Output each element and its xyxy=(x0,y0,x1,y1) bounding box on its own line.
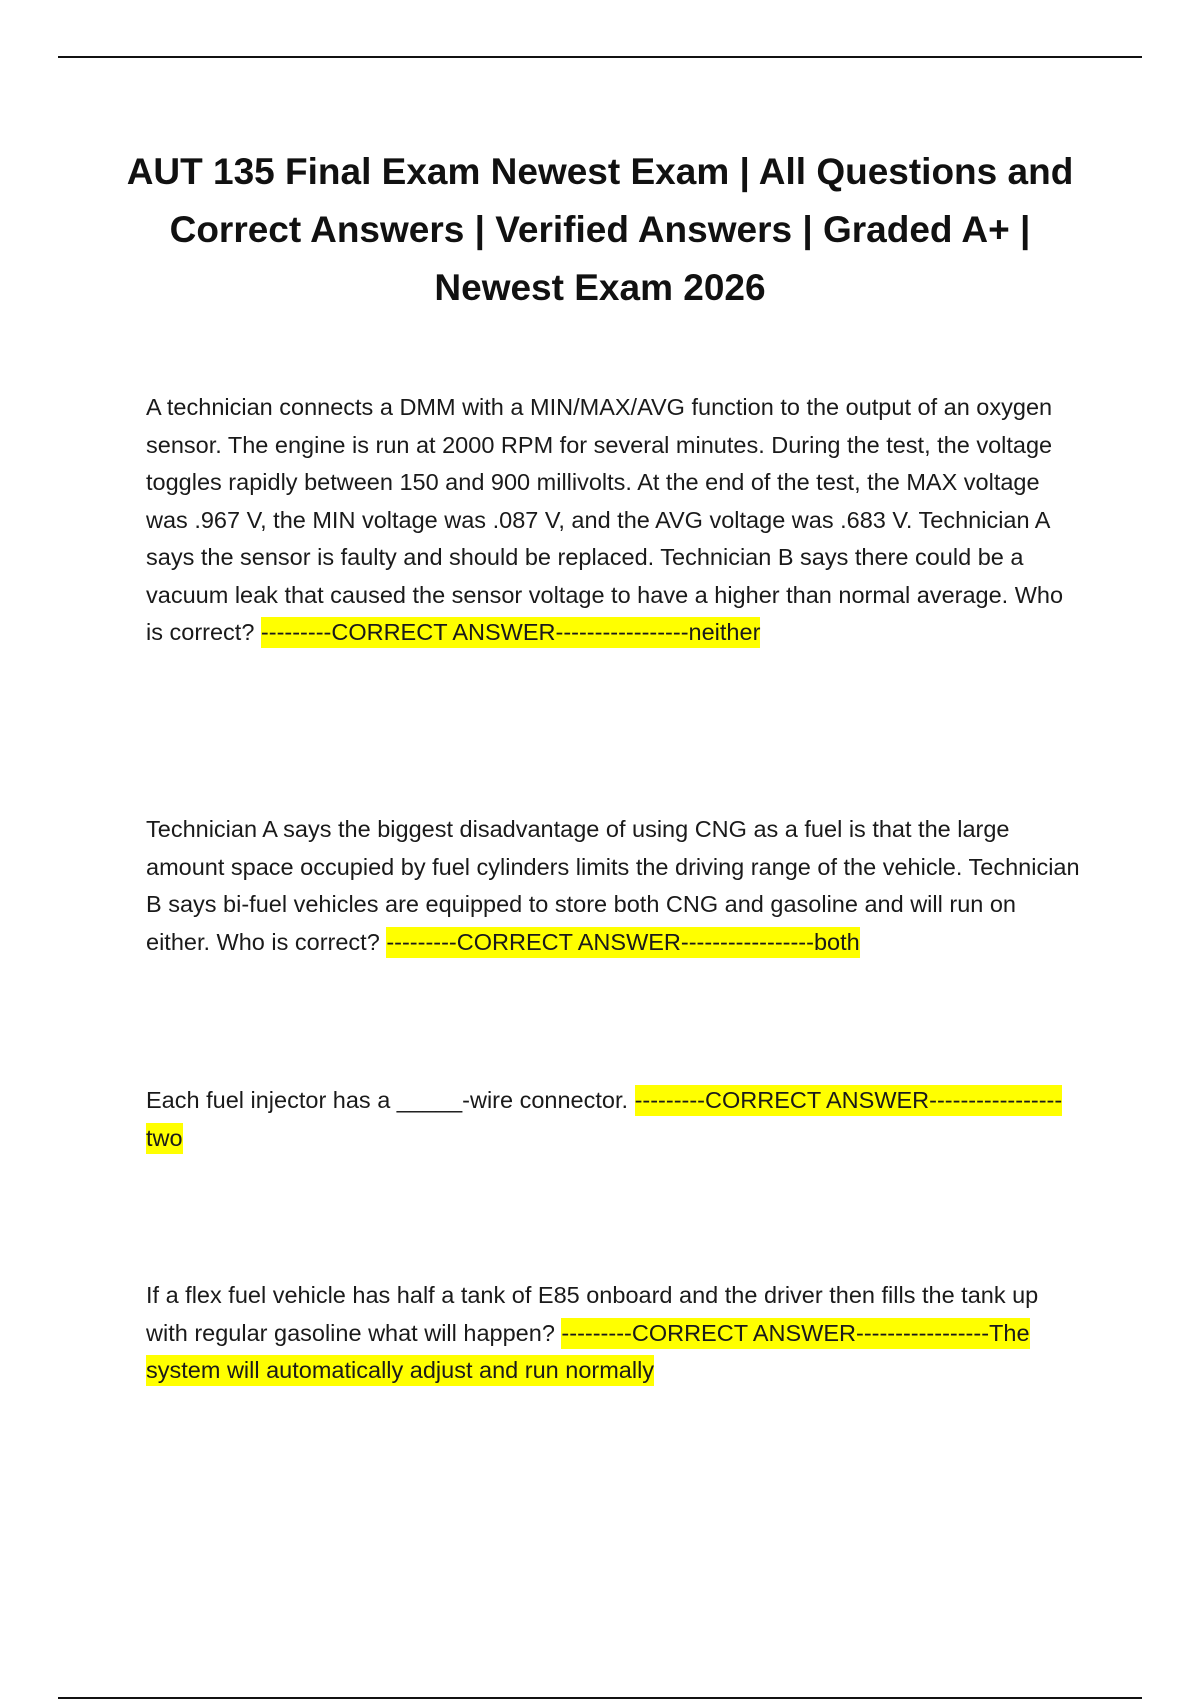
question-block-2 xyxy=(146,811,1086,961)
correct-answer-highlight: ---------CORRECT ANSWER-----------------neither xyxy=(261,617,760,648)
correct-answer-highlight: ---------CORRECT ANSWER-----------------both xyxy=(386,927,859,958)
top-rule xyxy=(58,56,1142,58)
correct-answer-highlight: ---------CORRECT ANSWER-----------------two xyxy=(146,1085,1062,1154)
question-block-1 xyxy=(146,389,1086,652)
question-block-3 xyxy=(146,1082,1086,1157)
question-text: If a flex fuel vehicle has half a tank of E85 onboard and the driver then fills the tank up with regular gasoline what will happen? xyxy=(146,1282,1039,1346)
question-text: A technician connects a DMM with a MIN/MAX/AVG function to the output of an oxygen sensor. The engine is run at 2000 RPM for several minutes. During the test, the voltage toggles rapidly between 150 and 900 millivolts. At the end of the test, the MAX voltage was .967 V, the MIN voltage was .087 V, and the AVG voltage was .683 V. Technician A says the sensor is faulty and should be replaced. Technician B says there could be a vacuum leak that caused the sensor voltage to have a higher than normal average. Who is correct? xyxy=(146,394,1064,645)
question-block-4 xyxy=(146,1277,1086,1390)
question-text: Each fuel injector has a _____-wire connector. xyxy=(146,1087,629,1113)
question-text: Technician A says the biggest disadvantage of using CNG as a fuel is that the large amount space occupied by fuel cylinders limits the driving range of the vehicle. Technician B says bi-fuel vehicles are equipped to store both CNG and gasoline and will run on either. Who is correct? xyxy=(146,816,1080,955)
correct-answer-highlight: ---------CORRECT ANSWER-----------------The system will automatically adjust and run normally xyxy=(146,1318,1030,1387)
bottom-rule xyxy=(58,1697,1142,1699)
document-title: AUT 135 Final Exam Newest Exam | All Questions and Correct Answers | Verified Answers | Graded A+ | Newest Exam 2026 xyxy=(126,151,1074,308)
